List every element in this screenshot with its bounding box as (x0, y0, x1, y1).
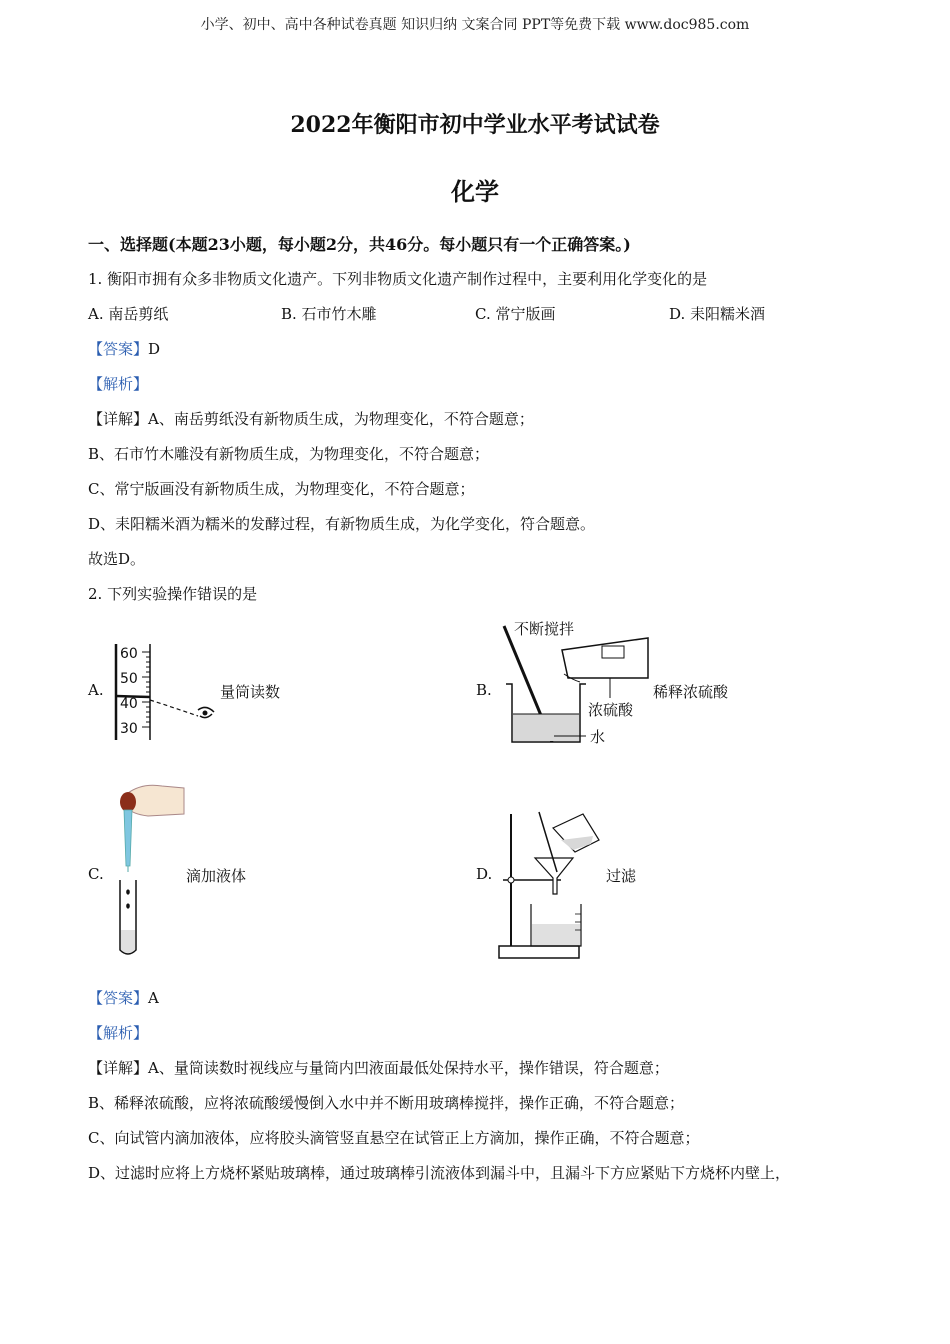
answer-tag: 【答案】 (88, 340, 149, 358)
exam-title: 2022年衡阳市初中学业水平考试试卷 (290, 112, 660, 138)
detail-tag: 【详解】 (88, 410, 149, 428)
tick-30: 30 (120, 721, 138, 737)
q1-conclusion: 故选D。 (88, 550, 146, 568)
tick-50: 50 (120, 671, 138, 687)
q2-answer (88, 987, 159, 1008)
q1-detail-c: C、常宁版画没有新物质生成，为物理变化，不符合题意； (88, 480, 475, 498)
answer-value: A (148, 989, 159, 1007)
section-heading: 一、选择题(本题23小题，每小题2分，共46分。每小题只有一个正确答案。) (88, 235, 631, 254)
q2-stem: 2. 下列实验操作错误的是 (88, 585, 258, 603)
q1-answer (88, 338, 160, 359)
q2-option-b-label: 稀释浓硫酸 (653, 683, 729, 701)
q1-option-d: D. 耒阳糯米酒 (669, 305, 766, 323)
q1-analysis-tag: 【解析】 (88, 375, 149, 393)
q2-option-d-label: 过滤 (606, 867, 637, 885)
acid-label: 浓硫酸 (588, 701, 634, 719)
answer-tag: 【答案】 (88, 989, 149, 1007)
q2-detail-a: 【详解】A、量筒读数时视线应与量筒内凹液面最低处保持水平，操作错误，符合题意； (88, 1059, 669, 1077)
q1-option-b: B. 石市竹木雕 (281, 305, 377, 323)
subject-title: 化学 (451, 177, 499, 206)
q2-detail-c: C、向试管内滴加液体，应将胶头滴管竖直悬空在试管正上方滴加，操作正确，不符合题意； (88, 1129, 700, 1147)
dropper-figure (108, 780, 188, 960)
filtration-figure (495, 806, 615, 962)
q2-option-c-label: 滴加液体 (186, 867, 247, 885)
q2-option-a-letter: A. (88, 681, 104, 699)
answer-value: D (148, 340, 161, 358)
q1-detail-a: 【详解】A、南岳剪纸没有新物质生成，为物理变化，不符合题意； (88, 410, 534, 428)
q1-option-c: C. 常宁版画 (475, 305, 556, 323)
q2-option-d-letter: D. (476, 865, 493, 883)
page-header: 小学、初中、高中各种试卷真题 知识归纳 文案合同 PPT等免费下载 www.doc985.com (200, 17, 750, 33)
q2-option-c-letter: C. (88, 865, 104, 883)
tick-60: 60 (120, 646, 138, 662)
tick-40: 40 (120, 696, 138, 712)
q2-option-a-label: 量筒读数 (220, 683, 281, 701)
q2-detail-d: D、过滤时应将上方烧杯紧贴玻璃棒，通过玻璃棒引流液体到漏斗中，且漏斗下方应紧贴下方烧杯内壁上， (88, 1164, 791, 1182)
q1-detail-b: B、石市竹木雕没有新物质生成，为物理变化，不符合题意； (88, 445, 490, 463)
water-label: 水 (590, 728, 606, 746)
dilute-acid-figure (498, 618, 658, 750)
q1-option-a: A. 南岳剪纸 (88, 305, 169, 323)
q2-analysis-tag: 【解析】 (88, 1024, 149, 1042)
q2-detail-b: B、稀释浓硫酸，应将浓硫酸缓慢倒入水中并不断用玻璃棒搅拌，操作正确，不符合题意； (88, 1094, 685, 1112)
q1-detail-d: D、耒阳糯米酒为糯米的发酵过程，有新物质生成，为化学变化，符合题意。 (88, 515, 596, 533)
stir-label: 不断搅拌 (514, 620, 575, 638)
q2-option-b-letter: B. (476, 681, 492, 699)
detail-tag: 【详解】 (88, 1059, 149, 1077)
graduated-cylinder-figure (110, 640, 220, 745)
q1-stem: 1. 衡阳市拥有众多非物质文化遗产。下列非物质文化遗产制作过程中，主要利用化学变化的是 (88, 270, 708, 288)
